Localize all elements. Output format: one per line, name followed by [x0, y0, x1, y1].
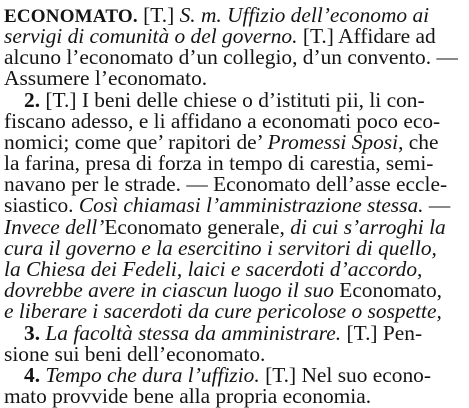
- text-run: Economato generale,: [104, 216, 291, 239]
- entry-line: [4, 237, 464, 260]
- text-run: alcuno l’economato d’un collegio, d’un convento. —: [4, 46, 458, 69]
- text-run: [T.] Nel suo econo-: [259, 364, 431, 387]
- text-run: mato provvide bene alla propria economia.: [4, 385, 372, 408]
- entry-line: [4, 258, 464, 281]
- entry-line: [4, 343, 464, 366]
- entry-line: [4, 25, 464, 48]
- entry-line: [4, 131, 464, 154]
- entry-line: [4, 300, 464, 323]
- italic-run: Invece dell’: [4, 216, 105, 239]
- entry-line: [24, 89, 464, 112]
- text-run: navano per le strade. — Economato dell’asse eccle-: [4, 173, 448, 196]
- text-run: sione sui beni dell’economato.: [4, 343, 266, 366]
- entry-line: [4, 46, 464, 69]
- entry-line: [4, 110, 464, 133]
- italic-run: la Chiesa dei Fedeli, laici e sacerdoti d’accordo,: [4, 258, 423, 281]
- text-run: fiscano adesso, e li affidano a economati poco eco-: [4, 110, 441, 133]
- text-run: [T.] Pen-: [341, 322, 423, 345]
- sense-number: 2.: [24, 89, 41, 112]
- text-run: [T.] I beni delle chiese o d’istituti pii, li con-: [40, 89, 425, 112]
- italic-run: di cui s’arroghi la: [290, 216, 446, 239]
- italic-run: Promessi Sposi: [267, 131, 399, 154]
- italic-run: cura il governo e la esercitino i servitori di quello,: [4, 237, 437, 260]
- entry-line: [4, 173, 464, 196]
- italic-run: e liberare i sacerdoti da cure pericolose o sospette,: [4, 300, 442, 323]
- entry-line: [4, 385, 464, 408]
- text-run: Economato,: [339, 279, 443, 302]
- text-run: [T.]: [137, 4, 180, 27]
- sense-number: 4.: [24, 364, 41, 387]
- entry-line: [4, 152, 464, 175]
- italic-run: La facoltà stessa da amministrare.: [45, 322, 342, 345]
- text-run: , che: [398, 131, 439, 154]
- entry-line: [24, 322, 464, 345]
- italic-run: dovrebbe avere in ciascun luogo il suo: [4, 279, 340, 302]
- entry-line: [4, 279, 464, 302]
- headword: ECONOMATO.: [4, 6, 138, 27]
- entry-line: [4, 67, 464, 90]
- italic-run: Così chiamasi l’amministrazione stessa.: [78, 194, 424, 217]
- text-run: nomici; come que’ rapitori de’: [4, 131, 268, 154]
- text-run: la farina, presa di forza in tempo di carestia, semi-: [4, 152, 434, 175]
- entry-line: [4, 4, 464, 27]
- text-run: siastico.: [4, 194, 79, 217]
- italic-run: Tempo che dura l’uffizio.: [45, 364, 260, 387]
- entry-line: [4, 194, 464, 217]
- text-run: [T.] Affidare ad: [297, 25, 436, 48]
- text-run: —: [423, 194, 451, 217]
- entry-line: [4, 216, 464, 239]
- text-run: Assumere l’economato.: [4, 67, 208, 90]
- italic-run: S. m. Uffizio dell’economo ai: [179, 4, 430, 27]
- italic-run: servigi di comunità o del governo.: [4, 25, 298, 48]
- entry-line: [24, 364, 464, 387]
- sense-number: 3.: [24, 322, 41, 345]
